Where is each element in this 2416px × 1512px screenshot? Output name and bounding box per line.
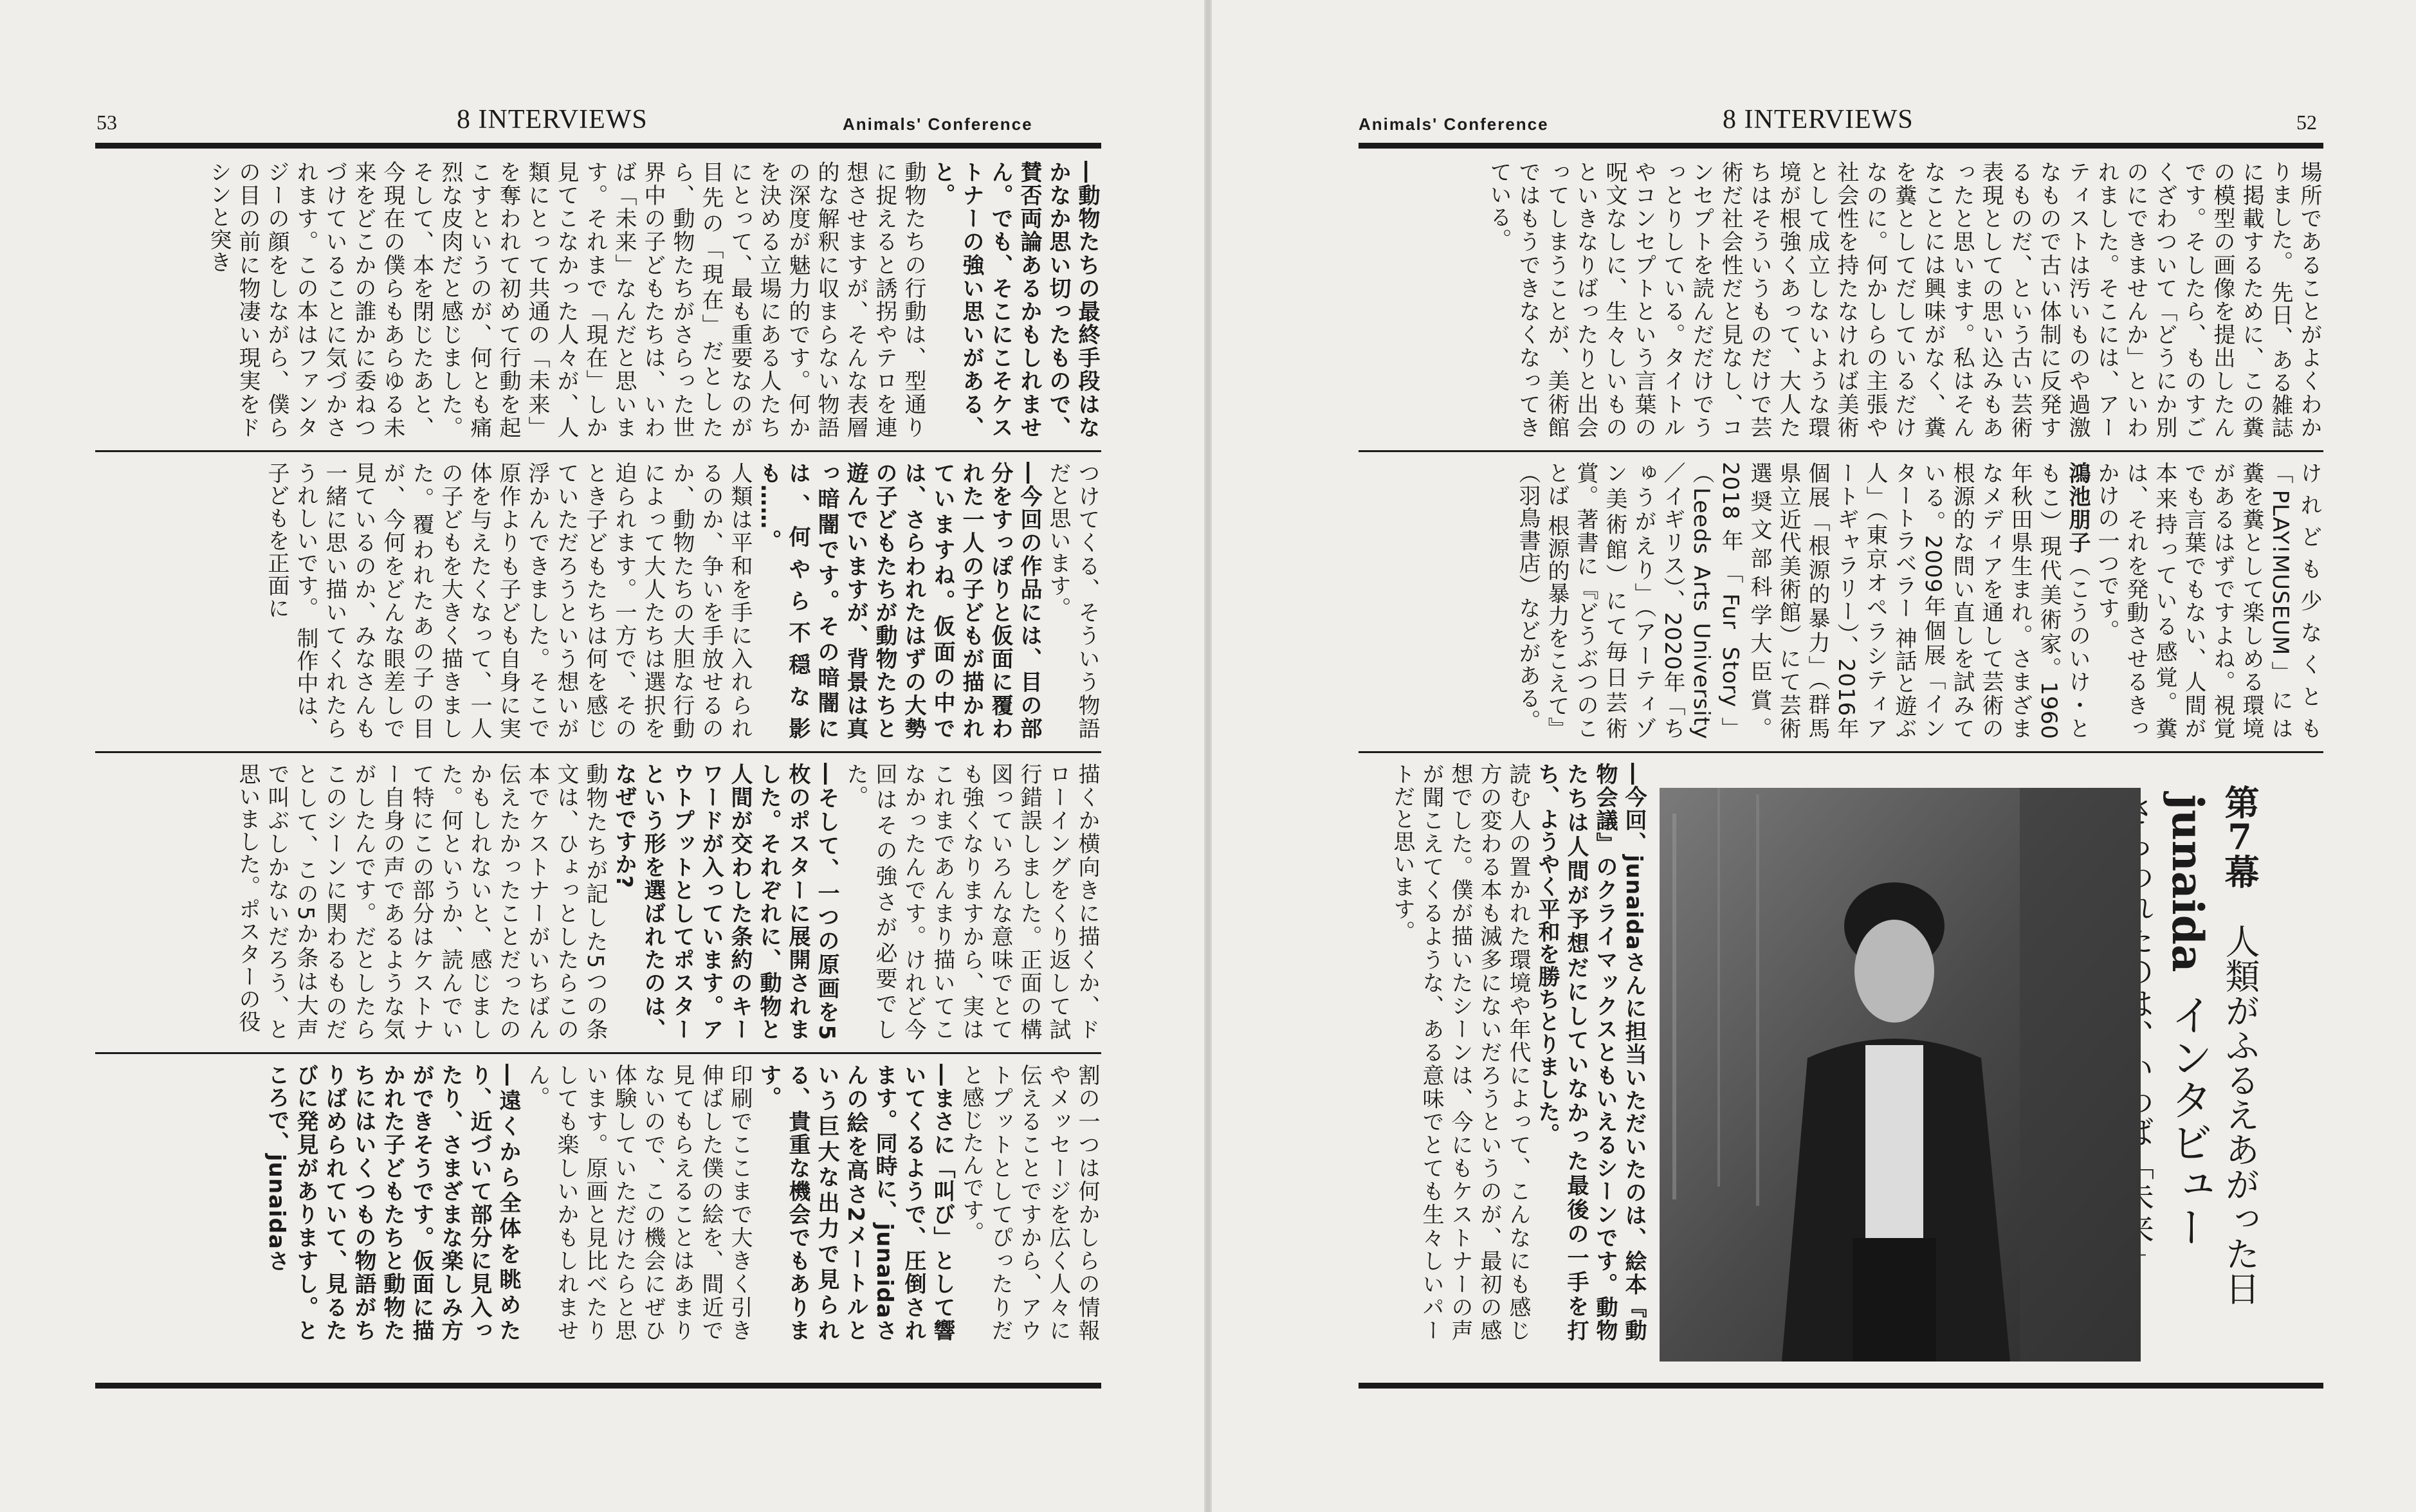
question-intro: ―今回、junaidaさんに担当いただいたのは、絵本『動物会議』のクライマックスともいえるシーンです。動物たちは人間が予想だにしていなかった最後の一手を打ち、ようやく平和を勝ちとりました。 — [1534, 763, 1647, 1342]
header-rule-right — [1359, 143, 2323, 149]
header-rule-left — [95, 143, 1101, 149]
page-gutter — [1204, 0, 1212, 1512]
answer-3a: 描くか横向きに描くか、ドローイングをくり返して試行錯誤しました。正面の構図っていろんな意味でとても強くなりますから、実はこれまであんまり描いてこなかったんです。けれど今回はその強さが必要でした。 — [843, 763, 1100, 1041]
act-suffix: 幕 — [2219, 854, 2260, 889]
question-5: ―遠くから全体を眺めたり、近づいて部分に見入ったり、さまざまな楽しみ方ができそうです。仮面に描かれた子どもたちと動物たちにはいくつもの物語がちりばめられていて、見るたびに発見がありますし。ところで、junaidaさ — [264, 1064, 521, 1342]
band-rule-left-1 — [95, 450, 1101, 452]
band-rule-left-3 — [95, 1052, 1101, 1054]
trousers — [1853, 1238, 1936, 1362]
text-band-3-left — [95, 763, 1101, 1041]
answer-intro: 読む人の置かれた環境や年代によって、こんなにも感じ方の変わる本も滅多にないだろうというのが、最初の感想でした。僕が描いたシーンは、今にもケストナーの声が聞こえてくるような、ある意味でとても生々しいパートだと思います。 — [1389, 763, 1531, 1342]
band-rule-right-1 — [1359, 450, 2323, 452]
face — [1854, 920, 1934, 1023]
running-head-left: Animals' Conference — [843, 114, 1033, 134]
running-head-right: Animals' Conference — [1359, 114, 1549, 134]
portrait-image — [1660, 788, 2141, 1362]
question-3: ―そして、一つの原画を5枚のポスターに展開されました。それぞれに、動物と人間が交わした条約のキーワードが入っています。アウトプットとしてポスターという形を選ばれたのは、なぜですか? — [611, 763, 839, 1041]
shirt — [1865, 1045, 1923, 1238]
essay-text-1: 場所であることがよくわかりました。 先日、ある雑誌に掲載するために、この糞の模型の画像を提出したんです。そしたら、ものすごくざわついて「どうにか別のにできませんか」といわれました。そこには、アーティストは汚いものや過激なもので古い体制に反発するものだ、という古い芸術表現としての思い込みもあったと思います。私はそんなことには興味がなく、糞を糞としてだしているだけなのに。何かしらの主張や社会性を持たなければ美術として成立しないような環境が根強くあって、大人たちはそういうものだけで芸術だ社会性だと見なし、コンセプトを読んだだけでうっとりしている。タイトルやコンセプトという言葉の呪文なしに、生々しいものといきなりばったりと出会ってしまうことが、美術館ではもうできなくなってきている。 — [1486, 161, 2322, 439]
question-2: ―今回の作品には、目の部分をすっぽりと仮面に覆われた一人の子どもが描かれていますね。仮面の中では、さらわれたはずの大勢の子どもたちが動物たちと遊んでいますが、背景は真っ暗闇です。その暗闇には、何やら不穏な影も……。 — [756, 462, 1042, 740]
bio-text: （こうのいけ・ともこ）現代美術家。1960年秋田県生まれ。さまざまなメディアを通して芸術の根源的な問い直しを試みている。2009年個展「インタートラベラー 神話と遊ぶ人」（東京オペラシティアートギャラリー）、2016年個展「根源的暴力」（群馬県立近代美術館）にて芸術選奨文部科学大臣賞。2018年「Fur Story」（Leeds Arts University／イギリス）、2020年「ちゅうがえり」（アーティゾン美術館）にて毎日芸術賞。著書に『どうぶつのことば 根源的暴力をこえて』（羽鳥書店）などがある。 — [1515, 462, 2091, 740]
act-prefix: 第 — [2219, 785, 2260, 819]
essay-text-2: けれども少なくとも「PLAY!MUSEUM」には糞を糞として楽しめる環境があるはずですよね。視覚でも言葉でもない、人間が本来持っている感覚。糞は、それを発動させるきっかけの一つです。 — [2094, 462, 2322, 740]
text-band-1-right — [1359, 161, 2323, 439]
bio-name: 鴻池朋子 — [2065, 462, 2091, 555]
page-53 — [0, 0, 1204, 1512]
footer-rule-left — [95, 1383, 1101, 1389]
answer-4a: 割の一つは何かしらの情報やメッセージを広く人々に伝えることですから、アウトプットとしてぴったりだと感じたんです。 — [958, 1064, 1100, 1342]
interviewee-name: junaida — [2163, 794, 2213, 972]
act-number: 7 — [2228, 819, 2252, 854]
series-title-left: 8 INTERVIEWS — [457, 105, 648, 134]
answer-1: 動物たちの行動は、型通りに捉えると誘拐やテロを連想させますが、そんな表層的な解釈に収まらない物語の深度が魅力的です。何かを決める立場にある人たちにとって、最も重要なのが目先の「現在」だとしたら、動物たちがさらった世界中の子どもたちは、いわば「未来」なんだと思います。それまで「現在」しか見てこなかった人々が、人類にとって共通の「未来」を奪われて初めて行動を起こすというのが、何とも痛烈な皮肉だと感じました。 そして、本を閉じたあと、今現在の僕らもあらゆる未来をどこかの誰かに委ねつづけていることに気づかされます。この本はファンタジーの顔をしながら、僕らの目の前に物凄い現実をドシンと突き — [206, 161, 926, 439]
folio-left: 53 — [96, 111, 117, 134]
footer-rule-right — [1359, 1383, 2323, 1389]
band-rule-right-2 — [1359, 751, 2323, 753]
act-heading — [2215, 785, 2265, 1306]
answer-2b: 人類は平和を手に入れられるのか、争いを手放せるのか、動物たちの大胆な行動によって大人たちは選択を迫られます。一方で、そのとき子どもたちは何を感じていただろうという想いが浮かんできました。そこで原作よりも子ども自身に実体を与えたくなって、一人の子どもを大きく描きました。覆われたあの子の目が、今何をどんな眼差しで見ているのか、みなさんも一緒に思い描いてくれたらうれしいです。 制作中は、子どもを正面に — [264, 462, 753, 740]
interview-title — [2157, 794, 2219, 1283]
text-band-2-right — [1359, 462, 2323, 740]
interview-label: インタビュー — [2163, 993, 2213, 1248]
text-band-4-left — [95, 1064, 1101, 1342]
band-rule-left-2 — [95, 751, 1101, 753]
answer-2a: つけてくる、そういう物語だと思います。 — [1045, 462, 1100, 740]
text-band-2-left — [95, 462, 1101, 740]
text-band-1-left — [95, 161, 1101, 439]
page-52 — [1212, 0, 2416, 1512]
series-title-right: 8 INTERVIEWS — [1723, 105, 1914, 134]
act-title: 人類がふるえあがった日 — [2220, 924, 2260, 1306]
question-1: ―動物たちの最終手段はなかなか思い切ったもので、賛否両論あるかもしれません。でも、そこにこそケストナーの強い思いがある、と。 — [929, 161, 1100, 439]
portrait-photo — [1660, 788, 2141, 1362]
answer-4b: 印刷でここまで大きく引き伸ばした僕の絵を、間近で見てもらえることはあまりないので、この機会にぜひ体験していただけたらと思います。原画と見比べたりしても楽しいかもしれません。 — [524, 1064, 753, 1342]
question-4: ―まさに「叫び」として響いてくるようで、圧倒されます。同時に、junaidaさんの絵を高さ2メートルという巨大な出力で見られる、貴重な機会でもあります。 — [756, 1064, 955, 1342]
text-band-3-right — [1359, 763, 1648, 1342]
answer-3b: 動物たちが記した5つの条文は、ひょっとしたらこの本でケストナーがいちばん伝えたかったことだったのかもしれないと、感じました。何というか、読んでいて特にこの部分はケストナー自身の声であるような気がしたんです。だとしたらこのシーンに関わるものだとして、この5か条は大声で叫ぶしかないだろう、と思いました。ポスターの役 — [235, 763, 608, 1041]
folio-right: 52 — [2296, 111, 2317, 134]
